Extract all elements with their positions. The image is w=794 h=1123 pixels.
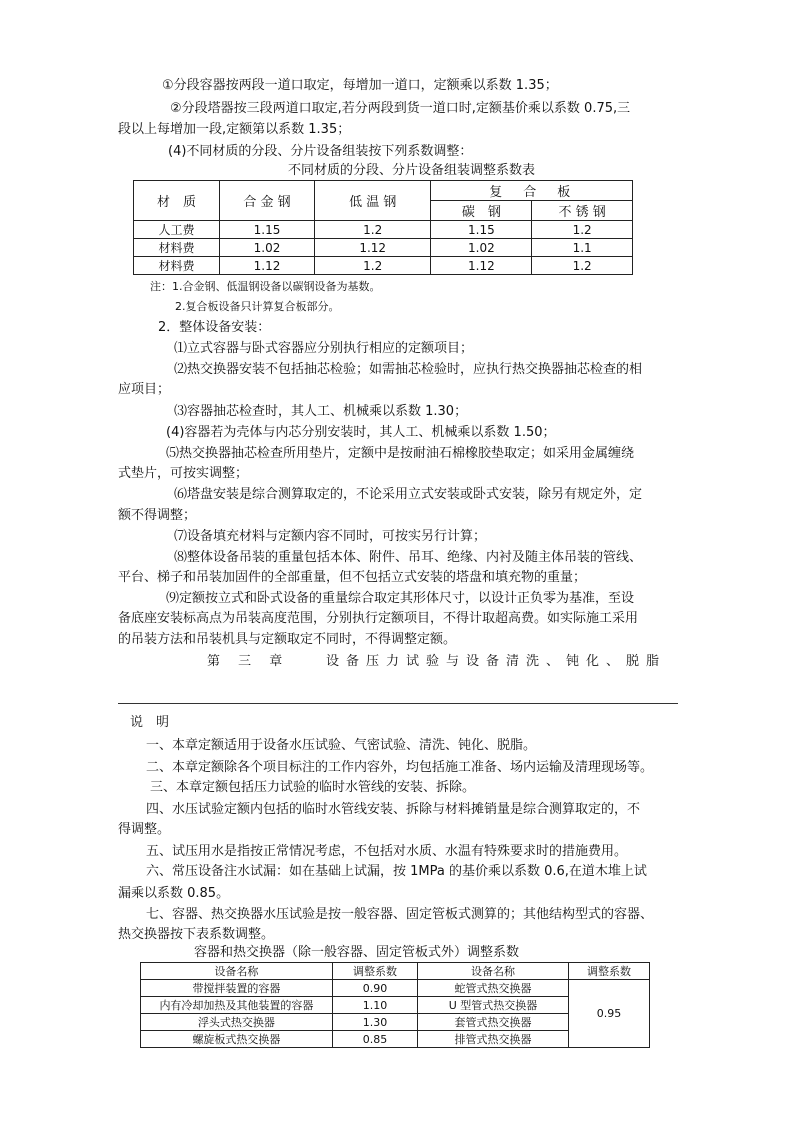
- row-label: 人工费: [134, 221, 220, 239]
- table-row: [141, 980, 650, 997]
- cell-coef: 1.30: [332, 1014, 417, 1031]
- cell-value: 1.12: [314, 239, 431, 257]
- cell-value: 1.15: [220, 221, 315, 239]
- table-row: [134, 221, 633, 239]
- explain-title: 说 明: [130, 715, 170, 730]
- table-title-material: 不同材质的分段、分片设备组装调整系数表: [288, 163, 536, 178]
- explain-3: 三、本章定额包括压力试验的临时水管线的安装、拆除。: [150, 780, 476, 795]
- explain-6: 六、常压设备注水试漏：如在基础上试漏，按 1MPa 的基价乘以系数 0.6,在道木堆上试: [146, 864, 647, 879]
- item-9-cont: 备底座安装标高点为吊装高度范围，分别执行定额项目，不得计取超高费。如实际施工采用: [118, 611, 639, 626]
- explain-4: 四、水压试验定额内包括的临时水管线安装、拆除与材料摊销量是综合测算取定的，不: [146, 802, 641, 817]
- cell-value: 1.2: [314, 221, 431, 239]
- divider: [118, 703, 678, 704]
- item-2: ⑵热交换器安装不包括抽芯检验；如需抽芯检验时，应执行热交换器抽芯检查的相: [174, 362, 643, 377]
- cell-coef: 0.90: [332, 980, 417, 997]
- table-row: [134, 239, 633, 257]
- explain-7: 七、容器、热交换器水压试验是按一般容器、固定管板式测算的；其他结构型式的容器、: [146, 907, 654, 922]
- item-4: (4)容器若为壳体与内芯分别安装时，其人工、机械乘以系数 1.50；: [166, 425, 556, 440]
- item-9-cont-2: 的吊装方法和吊装机具与定额取定不同时，不得调整定额。: [118, 632, 457, 647]
- row-label: 材料费: [134, 257, 220, 275]
- explain-1: 一、本章定额适用于设备水压试验、气密试验、清洗、钝化、脱脂。: [146, 738, 537, 753]
- para-segment-container: ①分段容器按两段一道口取定，每增加一道口，定额乘以系数 1.35；: [162, 78, 558, 93]
- item-2-cont: 应项目；: [118, 382, 171, 397]
- cell-value: 1.15: [431, 221, 532, 239]
- cell-value: 1.2: [532, 257, 633, 275]
- cell-merged-coef: 0.95: [568, 980, 649, 1048]
- item-8-cont: 平台、梯子和吊装加固件的全部重量，但不包括立式安装的塔盘和填充物的重量；: [118, 570, 587, 585]
- cell-equipment: 套管式热交换器: [418, 1014, 569, 1031]
- cell-value: 1.2: [532, 221, 633, 239]
- cell-coef: 0.85: [332, 1031, 417, 1048]
- cell-equipment: 蛇管式热交换器: [418, 980, 569, 997]
- explain-2: 二、本章定额除各个项目标注的工作内容外，均包括施工准备、场内运输及清理现场等。: [146, 760, 654, 775]
- cell-value: 1.2: [314, 257, 431, 275]
- para-segment-tower-cont: 段以上每增加一段,定额第以系数 1.35；: [118, 122, 351, 137]
- item-3: ⑶容器抽芯检查时，其人工、机械乘以系数 1.30；: [174, 404, 468, 419]
- explain-7-cont: 热交换器按下表系数调整。: [118, 927, 275, 942]
- cell-equipment: U 型管式热交换器: [418, 997, 569, 1014]
- item-7: ⑺设备填充材料与定额内容不同时，可按实另行计算；: [174, 529, 487, 544]
- cell-equipment: 浮头式热交换器: [141, 1014, 333, 1031]
- row-label: 材料费: [134, 239, 220, 257]
- item-8: ⑻整体设备吊装的重量包括本体、附件、吊耳、绝缘、内衬及随主体吊装的管线、: [174, 550, 643, 565]
- cell-equipment: 排管式热交换器: [418, 1031, 569, 1048]
- cell-equipment: 内有冷却加热及其他装置的容器: [141, 997, 333, 1014]
- cell-equipment: 带搅拌装置的容器: [141, 980, 333, 997]
- header-stainless-steel: 不 锈 钢: [532, 201, 633, 221]
- cell-equipment: 螺旋板式热交换器: [141, 1031, 333, 1048]
- material-coef-table: [133, 180, 633, 275]
- header-coefficient-2: 调整系数: [568, 963, 649, 980]
- table-note-2: 2.复合板设备只计算复合板部分。: [175, 300, 340, 313]
- table-title-heat-exchanger: 容器和热交换器（除一般容器、固定管板式外）调整系数: [194, 945, 520, 960]
- item-1: ⑴立式容器与卧式容器应分别执行相应的定额项目；: [174, 341, 474, 356]
- item-6-cont: 额不得调整；: [118, 508, 197, 523]
- table-note-1: 注：1.合金钢、低温钢设备以碳钢设备为基数。: [150, 280, 381, 293]
- cell-value: 1.1: [532, 239, 633, 257]
- chapter-label: 第 三 章: [207, 654, 290, 669]
- header-equipment-name: 设备名称: [141, 963, 333, 980]
- header-low-temp-steel: 低 温 钢: [314, 181, 431, 221]
- table-header-row: [134, 181, 633, 201]
- cell-value: 1.02: [220, 239, 315, 257]
- header-carbon-steel: 碳 钢: [431, 201, 532, 221]
- explain-5: 五、试压用水是指按正常情况考虑，不包括对水质、水温有特殊要求时的措施费用。: [146, 844, 628, 859]
- section-title-overall-install: 2．整体设备安装：: [158, 320, 271, 335]
- explain-4-cont: 得调整。: [118, 822, 171, 837]
- cell-value: 1.12: [220, 257, 315, 275]
- header-coefficient: 调整系数: [332, 963, 417, 980]
- explain-6-cont: 漏乘以系数 0.85。: [118, 886, 230, 901]
- item-6: ⑹塔盘安装是综合测算取定的，不论采用立式安装或卧式安装，除另有规定外，定: [174, 487, 643, 502]
- cell-coef: 1.10: [332, 997, 417, 1014]
- table-row: [134, 257, 633, 275]
- table-header-row: [141, 963, 650, 980]
- item-5: ⑸热交换器抽芯检查所用垫片，定额中是按耐油石棉橡胶垫取定；如采用金属缠绕: [166, 446, 635, 461]
- header-equipment-name-2: 设备名称: [418, 963, 569, 980]
- item-5-cont: 式垫片，可按实调整；: [118, 466, 249, 481]
- header-material: 材 质: [134, 181, 220, 221]
- header-alloy-steel: 合 金 钢: [220, 181, 315, 221]
- item-9: ⑼定额按立式和卧式设备的重量综合取定其形体尺寸，以设计正负零为基准，至设: [166, 591, 635, 606]
- para-material-adjust: (4)不同材质的分段、分片设备组装按下列系数调整：: [168, 144, 473, 159]
- header-composite-plate: 复 合 板: [431, 181, 633, 201]
- chapter-title: 设备压力试验与设备清洗、钝化、脱脂: [326, 654, 667, 669]
- heat-exchanger-coef-table: [140, 962, 650, 1048]
- cell-value: 1.12: [431, 257, 532, 275]
- para-segment-tower: ②分段塔器按三段两道口取定,若分两段到货一道口时,定额基价乘以系数 0.75,三: [170, 101, 631, 116]
- cell-value: 1.02: [431, 239, 532, 257]
